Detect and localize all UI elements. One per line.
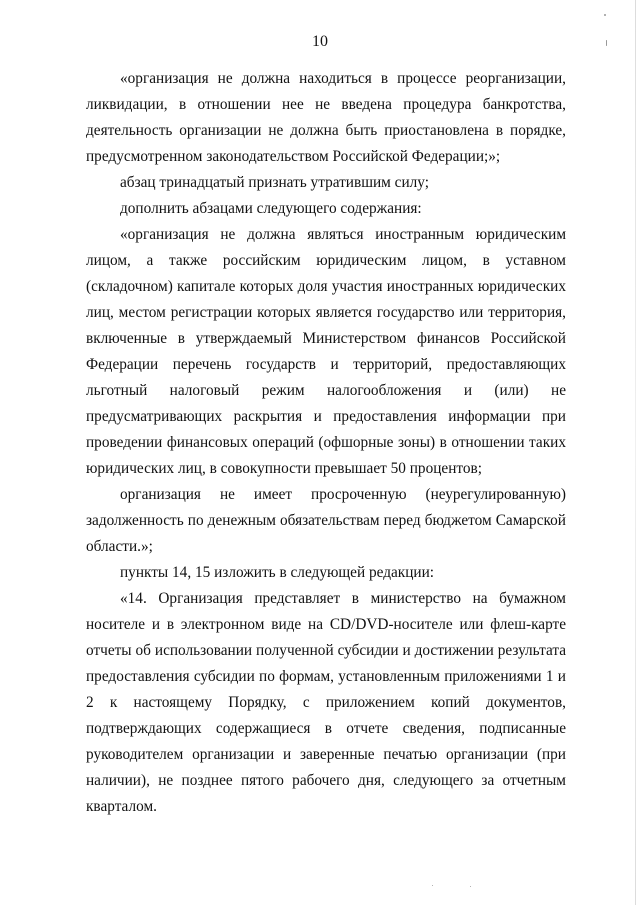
scan-edge-shadow (635, 0, 636, 905)
scan-speck (432, 885, 433, 886)
paragraph-point-14: «14. Организация представляет в министерство на бумажном носителе и в электронном виде на CD/DVD-носителе или флеш-карте отчеты об использовании полученной субсидии и достижении результата предоставления субсидии по формам, установленным приложениями 1 и 2 к настоящему Порядку, с приложением копий документов, подтверждающих содержащиеся в отчете сведения, подписанные руководителем организации и заверенные печатью организации (при наличии), не позднее пятого рабочего дня, следующего за отчетным кварталом. (86, 590, 566, 815)
paragraph-points-14-15: пункты 14, 15 изложить в следующей редакции: (120, 564, 435, 581)
scan-speck (606, 40, 607, 46)
scan-speck (604, 14, 606, 16)
paragraph-foreign-entity: «организация не должна являться иностранным юридическим лицом, а также российским юридическим лицом, в уставном (складочном) капитале которых доля участия иностранных юридических лиц, местом регистрации которых является государство или территория, включенные в утверждаемый Министерством финансов Российской Федерации перечень государств и территорий, предоставляющих льготный налоговый режим налогообложения и (или) не предусматривающих раскрытия и предоставления информации при проведении финансовых операций (офшорные зоны) в отношении таких юридических лиц, в совокупности превышает 50 процентов; (86, 226, 566, 477)
paragraph-thirteenth-void: абзац тринадцатый признать утратившим силу; (120, 174, 429, 191)
paragraph-reorganization: «организация не должна находиться в процессе реорганизации, ликвидации, в отношении нее не введена процедура банкротства, деятельность организации не должна быть приостановлена в порядке, предусмотренном законодательством Российской Федерации;»; (86, 70, 566, 165)
document-body (86, 66, 566, 820)
paragraph-debt: организация не имеет просроченную (неурегулированную) задолженность по денежным обязательствам перед бюджетом Самарской области.»; (86, 486, 566, 555)
paragraph-add-abzats: дополнить абзацами следующего содержания: (120, 200, 422, 217)
page-number: 10 (312, 33, 328, 50)
scan-speck (470, 886, 471, 887)
